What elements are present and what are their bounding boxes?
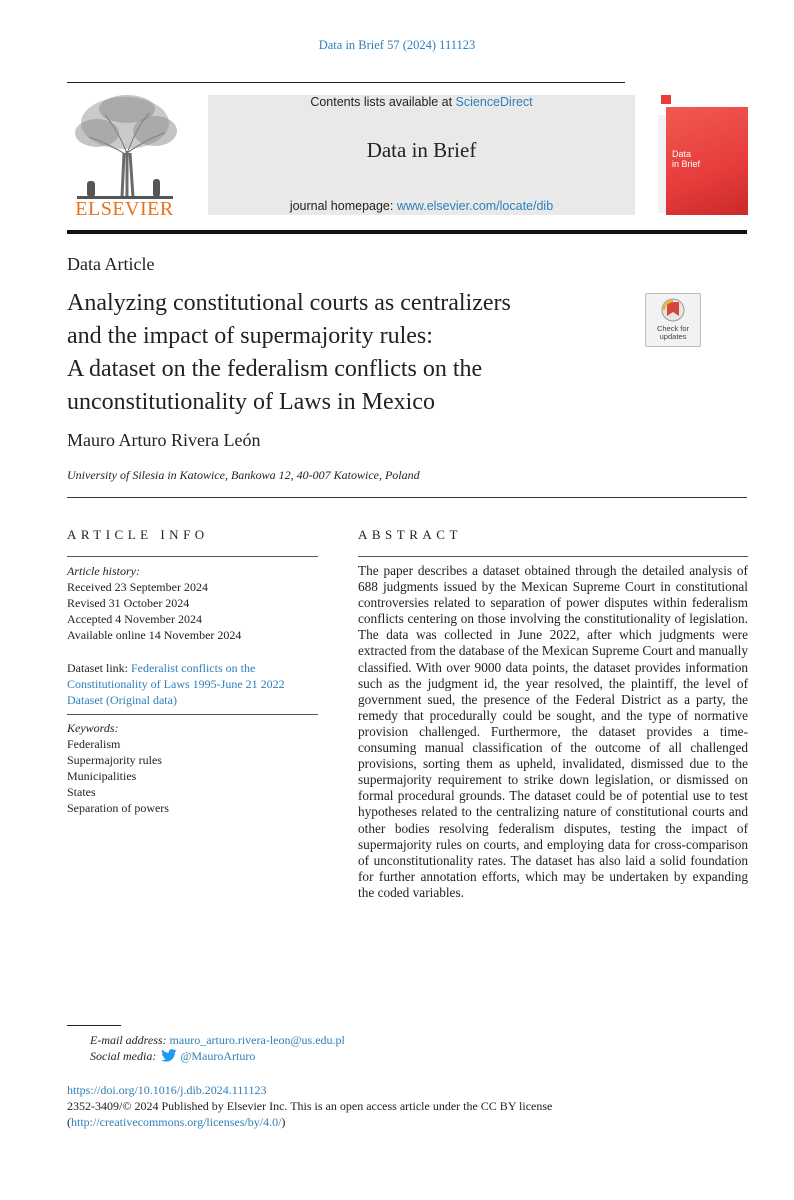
footnote-rule xyxy=(67,1025,121,1026)
title-line: unconstitutionality of Laws in Mexico xyxy=(67,389,435,415)
license-open: ( xyxy=(67,1115,71,1129)
email-link[interactable]: mauro_arturo.rivera-leon@us.edu.pl xyxy=(169,1033,345,1047)
elsevier-tree-logo xyxy=(67,93,182,201)
article-type: Data Article xyxy=(67,254,155,274)
homepage-link[interactable]: www.elsevier.com/locate/dib xyxy=(396,199,554,213)
sciencedirect-link[interactable]: ScienceDirect xyxy=(455,95,533,109)
history-label: Article history: xyxy=(67,564,140,578)
homepage-line xyxy=(208,199,635,213)
abstract-heading: ABSTRACT xyxy=(358,527,462,542)
elsevier-logo xyxy=(67,93,182,223)
journal-citation[interactable]: Data in Brief 57 (2024) 111123 xyxy=(318,38,476,52)
header-rule xyxy=(67,82,625,83)
journal-cover xyxy=(658,95,748,215)
keyword-item: Supermajority rules xyxy=(67,753,162,767)
journal-header xyxy=(208,95,635,215)
cover-title-line1: Data xyxy=(672,149,692,159)
keywords-block xyxy=(67,720,317,816)
keywords-rule xyxy=(67,714,318,715)
abstract-text: The paper describes a dataset obtained through the detailed analysis of 688 judgments issued by the Mexican Supreme Court in constitutional controversies related to separation of power disputes within federalism conflicts centering on those involving the constitutionality of legislation. The data was collected in June 2022, after which judgments were extracted from the database of the Mexican Supreme Court and manually classified. With over 9000 data points, the dataset provides information such as the judgment id, the year resolved, the plaintiff, the level of government sued, the presence of the Federal District as a party, the remedy that procedurally could be sought, and the type of normative provision challenged. Furthermore, the dataset provides a time-consuming manual classification of the outcome of all challenged provisions, sorting them as upheld, invalidated, dismissed due to the supermajority requirement to strike down legislation, or dismissed on formal procedural grounds. The dataset could be of potential use to test hypotheses related to the centralizing nature of constitutional courts and other bodies resolving federalism disputes, testing the impact of supermajority rules on courts, and employing data for cross-comparison of unconstitutionality rates. The dataset has also laid a solid foundation for further annotation efforts, which may be undertaken by expanding the coded variables. xyxy=(358,563,748,900)
dataset-prefix: Dataset link: xyxy=(67,661,131,675)
license-link[interactable]: http://creativecommons.org/licenses/by/4.0/ xyxy=(71,1115,282,1129)
elsevier-wordmark: ELSEVIER xyxy=(75,198,174,220)
header-thick-rule xyxy=(67,230,747,234)
social-footnote xyxy=(90,1049,255,1064)
history-received: Received 23 September 2024 xyxy=(67,580,208,594)
article-info-rule xyxy=(67,556,318,557)
title-rule xyxy=(67,497,747,498)
keyword-item: Federalism xyxy=(67,737,121,751)
cover-mark xyxy=(661,95,671,104)
license-close: ) xyxy=(281,1115,286,1129)
journal-name: Data in Brief xyxy=(366,138,477,162)
article-history xyxy=(67,563,317,643)
contents-prefix: Contents lists available at xyxy=(310,95,456,109)
email-footnote xyxy=(90,1033,345,1048)
history-accepted: Accepted 4 November 2024 xyxy=(67,612,202,626)
social-handle-link[interactable]: @MauroArturo xyxy=(180,1049,256,1063)
license-line xyxy=(67,1115,285,1130)
author-name[interactable]: Mauro Arturo Rivera León xyxy=(67,430,261,450)
cover-title xyxy=(672,149,700,169)
cover-spine xyxy=(658,115,666,213)
article-title xyxy=(67,287,637,419)
keywords-label: Keywords: xyxy=(67,721,119,735)
title-line: Analyzing constitutional courts as centralizers xyxy=(67,290,511,316)
update-line1: Check for xyxy=(656,324,690,333)
social-label: Social media: xyxy=(90,1049,157,1063)
doi-text[interactable]: https://doi.org/10.1016/j.dib.2024.111123 xyxy=(67,1083,267,1097)
check-for-updates-icon xyxy=(646,296,700,326)
dataset-link[interactable]: Dataset (Original data) xyxy=(67,693,177,707)
email-label: E-mail address: xyxy=(90,1033,167,1047)
check-for-updates-label xyxy=(646,325,700,341)
title-line: and the impact of supermajority rules: xyxy=(67,323,433,349)
doi-link[interactable] xyxy=(67,1083,266,1098)
cover-title-line2: in Brief xyxy=(672,159,701,169)
dataset-link-block xyxy=(67,660,317,708)
dataset-link[interactable]: Constitutionality of Laws 1995-June 21 2022 xyxy=(67,677,285,691)
history-online: Available online 14 November 2024 xyxy=(67,628,242,642)
abstract-rule xyxy=(358,556,748,557)
twitter-bird-icon xyxy=(161,1049,177,1062)
check-for-updates-button[interactable] xyxy=(645,293,701,347)
author-affiliation: University of Silesia in Katowice, Bankowa 12, 40-007 Katowice, Poland xyxy=(67,468,420,482)
homepage-prefix: journal homepage: xyxy=(289,199,397,213)
copyright-line: 2352-3409/© 2024 Published by Elsevier Inc. This is an open access article under the CC BY license xyxy=(67,1099,553,1113)
keyword-item: Separation of powers xyxy=(67,801,169,815)
update-line2: updates xyxy=(659,332,687,341)
history-revised: Revised 31 October 2024 xyxy=(67,596,190,610)
article-info-heading: ARTICLE INFO xyxy=(67,527,209,542)
contents-line xyxy=(208,95,635,109)
dataset-link[interactable]: Federalist conflicts on the xyxy=(130,661,256,675)
keyword-item: Municipalities xyxy=(67,769,137,783)
title-line: A dataset on the federalism conflicts on the xyxy=(67,356,483,382)
keyword-item: States xyxy=(67,785,96,799)
